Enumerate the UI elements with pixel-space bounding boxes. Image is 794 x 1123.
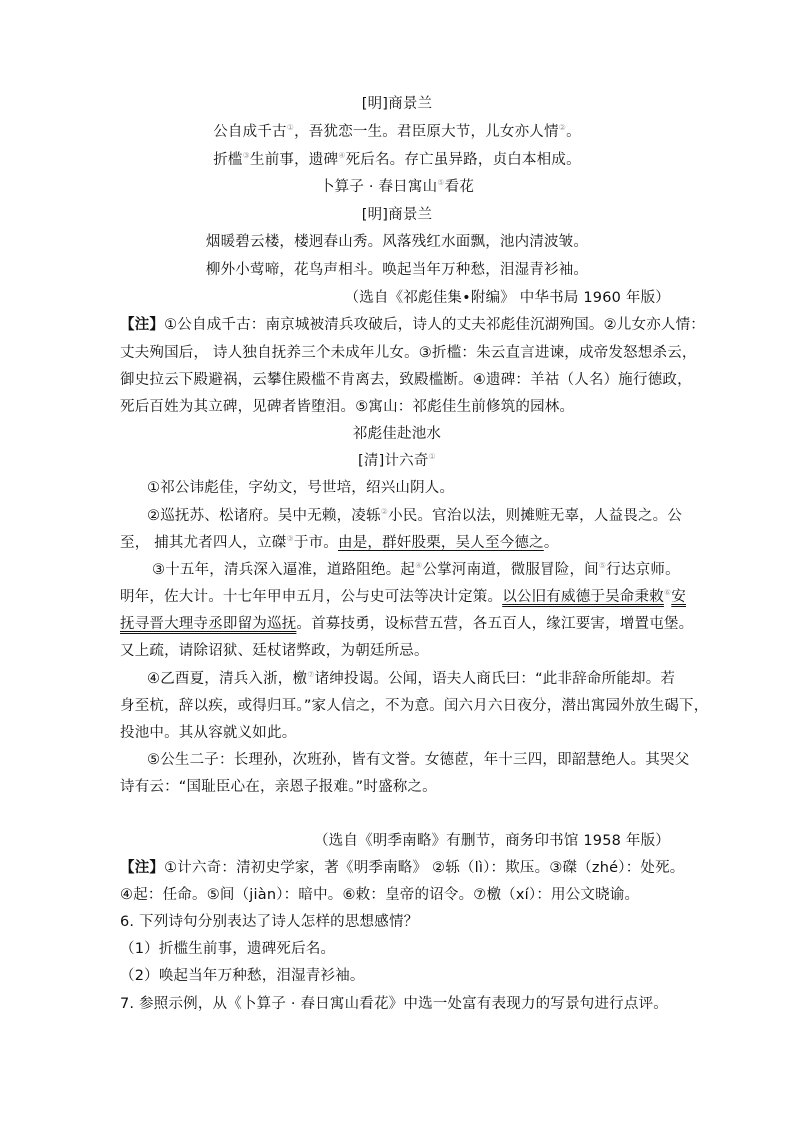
footnote-marker: ①	[286, 123, 295, 132]
question-7: 7. 参照示例，从《卜算子 · 春日寓山看花》中选一处富有表现力的写景句进行点评。	[120, 996, 668, 1012]
question-6-item-1: （1）折槛生前事，遗碑死后名。	[120, 941, 336, 957]
prose-paragraph-3-line1: ③十五年，清兵深入逼准，道路阻绝。起④公掌河南道，微服冒险，间⑤行达京师。	[152, 561, 680, 578]
question-6: 6. 下列诗句分别表达了诗人怎样的思想感情？	[120, 914, 419, 930]
prose-paragraph-4-line2: 身至杭，辞以疾，或得归耳。”家人信之，不为意。闰六月六日夜分，潜出寓园外放生碣下，	[120, 698, 709, 714]
footnote-marker: ⑤	[437, 178, 445, 187]
footnote-marker: ④	[338, 151, 346, 160]
poem1-author: [明]商景兰	[361, 96, 433, 112]
underlined-sentence: 以公旧有威德于吴命秉敕	[502, 589, 664, 605]
prose-paragraph-3-line3: 抚寻晋大理寺丞即留为巡抚。首募技勇，设标营五营，各五百人，缘江要害，增置屯堡。	[120, 616, 694, 632]
poem2-line1: 烟暖碧云楼，楼迥春山秀。风落残红水面飘，池内清波皱。	[205, 234, 589, 250]
source-citation-1: （选自《祁彪佳集•附编》 中华书局 1960 年版）	[344, 290, 670, 306]
prose-paragraph-5-line2: 诗有云：“国耻臣心在，亲恩子报难。”时盛称之。	[120, 779, 437, 795]
prose-paragraph-4-line1: ④乙酉夏，清兵入浙，檄⑦诸绅投谒。公闻，语夫人商氏曰：“此非辞命所能却。若	[147, 670, 676, 687]
prose-paragraph-3-line4: 又上疏，请除诏狱、廷杖诸弊政，为朝廷所忌。	[120, 643, 429, 659]
poem2-title: 卜算子 · 春日寓山⑤看花	[319, 178, 475, 195]
footnote-marker: ⑦	[307, 670, 315, 679]
footnote-marker: ⑤	[598, 561, 607, 570]
prose-author: [清]计六奇①	[358, 452, 436, 469]
underlined-sentence: 由是，群奸股栗，吴人至今德之	[338, 535, 544, 551]
poem2-author: [明]商景兰	[361, 207, 433, 223]
notes1-line2: 丈夫殉国后， 诗人独自抚养三个未成年儿女。③折槛：朱云直言进谏，成帝发怒想杀云，	[120, 345, 697, 361]
prose-paragraph-2-line2: 至， 捕其尤者四人，立磔③于市。由是，群奸股栗，吴人至今德之。	[120, 534, 559, 551]
notes2-line1: 【注】①计六奇：清初史学家，著《明季南略》 ②轹（lì）：欺压。③磔（zhé）：处死。	[120, 860, 685, 876]
source-citation-2: （选自《明季南略》有删节，商务印书馆 1958 年版）	[313, 833, 670, 849]
poem1-line2: 折槛③生前事，遗碑④死后名。存亡虽异路，贞白本相成。	[213, 151, 581, 168]
prose-paragraph-5-line1: ⑤公生二子：长理孙，次班孙，皆有文誉。女德茝，年十三四，即韶慧绝人。其哭父	[147, 752, 690, 768]
underlined-sentence: 抚寻晋大理寺丞即留为巡抚	[120, 616, 297, 632]
footnote-marker: ④	[415, 561, 423, 570]
prose-paragraph-1: ①祁公讳彪佳，字幼文，号世培，绍兴山阴人。	[147, 480, 455, 496]
prose-paragraph-2-line1: ②巡抚苏、松诸府。吴中无赖，凌轹②小民。官治以法，则摊赃无辜，人益畏之。公	[147, 507, 683, 524]
poem1-line1: 公自成千古①，吾犹恋一生。君臣原大节，儿女亦人情②。	[213, 123, 581, 140]
notes1-line3: 御史拉云下殿避祸，云攀住殿槛不肯离去，致殿槛断。④遗碑：羊祜（人名）施行德政，	[120, 372, 692, 388]
notes1-line4: 死后百姓为其立碑，见碑者皆堕泪。⑤寓山：祁彪佳生前修筑的园林。	[120, 399, 575, 415]
footnote-marker: ②	[558, 123, 567, 132]
prose-title: 祁彪佳赴池水	[352, 426, 442, 442]
poem2-line2: 柳外小莺啼，花鸟声相斗。唤起当年万种愁，泪湿青衫袖。	[205, 262, 589, 278]
footnote-marker: ①	[428, 452, 436, 461]
footnote-marker: ③	[242, 151, 250, 160]
footnote-marker: ③	[286, 534, 294, 543]
question-6-item-2: （2）唤起当年万种愁，泪湿青衫袖。	[120, 968, 365, 984]
footnote-marker: ⑥	[663, 588, 672, 597]
prose-paragraph-4-line3: 投池中。其从容就义如此。	[120, 725, 297, 741]
footnote-marker: ②	[380, 507, 389, 516]
notes2-line2: ④起：任命。⑤间（jiàn）：暗中。⑥敕：皇帝的诏令。⑦檄（xí）：用公文晓谕。	[120, 887, 640, 903]
notes1-line1: 【注】①公自成千古：南京城被清兵攻破后，诗人的丈夫祁彪佳沉湖殉国。②儿女亦人情：	[120, 317, 706, 333]
prose-paragraph-3-line2: 明年，佐大计。十七年甲申五月，公与史可法等决计定策。以公旧有威德于吴命秉敕⑥安	[120, 588, 686, 605]
